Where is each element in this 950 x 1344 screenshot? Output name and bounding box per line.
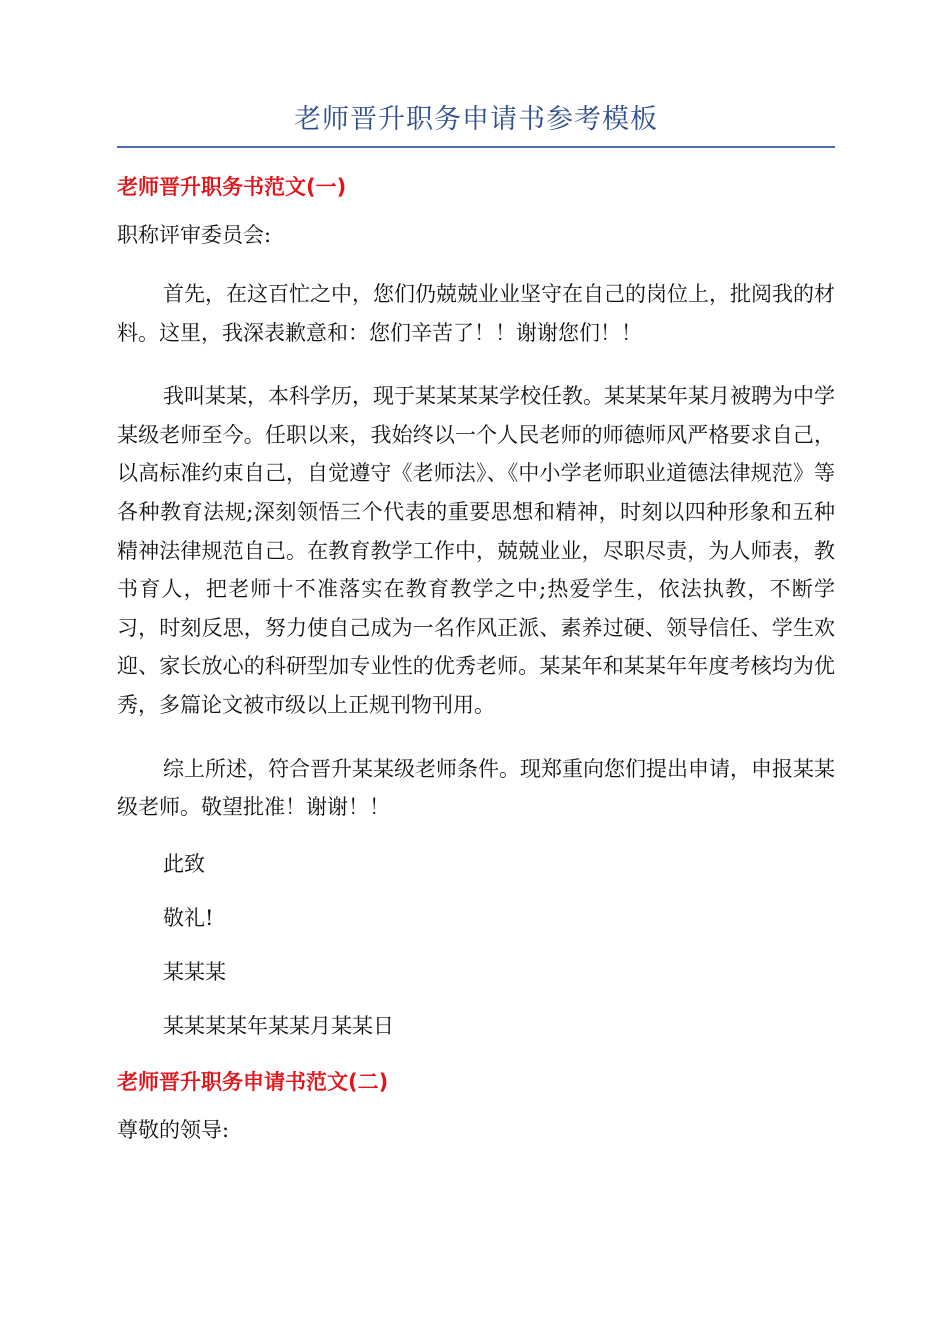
- salutation-1: 职称评审委员会:: [117, 223, 272, 247]
- signature-date: 某某某某年某某月某某日: [163, 1013, 394, 1038]
- section-heading-2: 老师晋升职务申请书范文(二): [117, 1069, 389, 1094]
- section-heading-1: 老师晋升职务书范文(一): [117, 175, 347, 199]
- closing-salute: 敬礼!: [163, 905, 214, 930]
- salutation-2: 尊敬的领导:: [117, 1117, 230, 1142]
- closing-regards: 此致: [163, 851, 205, 876]
- paragraph-introduction: 我叫某某，本科学历，现于某某某某学校任教。某某某年某月被聘为中学某级老师至今。任职以来，我始终以一个人民老师的师德师风严格要求自己，以高标准约束自己，自觉遵守《老师法》、《中小学老师职业道德法律规范》等各种教育法规;深刻领悟三个代表的重要思想和精神，时刻以四种形象和五种精神法律规范自己。在教育教学工作中，兢兢业业，尽职尽责，为人师表，教书育人，把老师十不准落实在教育教学之中;热爱学生，依法执教，不断学习，时刻反思，努力使自己成为一名作风正派、素养过硬、领导信任、学生欢迎、家长放心的科研型加专业性的优秀老师。某某年和某某年年度考核均为优秀，多篇论文被市级以上正规刊物刊用。: [117, 384, 835, 717]
- document-title: 老师晋升职务申请书参考模板: [117, 100, 835, 148]
- paragraph-request: 综上所述，符合晋升某某级老师条件。现郑重向您们提出申请，申报某某级老师。敬望批准！谢谢！！: [117, 756, 835, 820]
- paragraph-greeting: 首先，在这百忙之中，您们仍兢兢业业坚守在自己的岗位上，批阅我的材料。这里，我深表歉意和：您们辛苦了！！谢谢您们！！: [117, 282, 835, 345]
- document-page: [117, 100, 835, 1145]
- signature: 某某某: [163, 959, 226, 984]
